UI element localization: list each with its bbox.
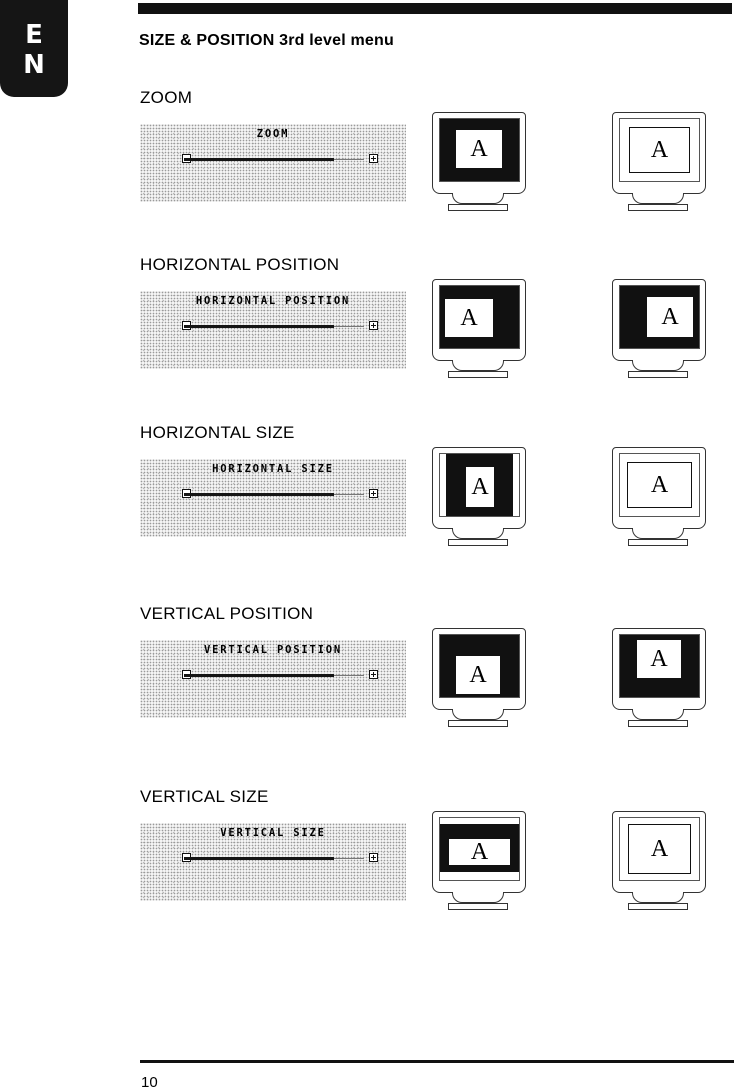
picture-a: A [444,298,494,338]
slider-track[interactable] [184,674,334,677]
monitor-base [628,371,688,378]
section-title: HORIZONTAL POSITION [140,255,340,274]
monitor-screen [439,634,520,698]
monitor-base [448,539,508,546]
picture-a: A [448,838,511,866]
monitor-after [612,112,706,222]
monitor-case [612,628,706,710]
picture-a: A [628,824,691,874]
page-heading: SIZE & POSITION 3rd level menu [139,32,394,49]
picture-a: A [629,127,690,173]
monitor-after [612,447,706,557]
monitor-screen [439,118,520,182]
monitor-base [628,720,688,727]
monitor-neck [452,360,504,371]
osd-label: VERTICAL SIZE [220,827,326,839]
monitor-screen [619,453,700,517]
picture-a: A [636,639,682,679]
monitor-case [612,112,706,194]
picture-a: A [465,466,495,508]
monitor-after [612,811,706,921]
monitor-case [432,112,526,194]
slider-remainder [334,159,364,160]
monitor-base [448,720,508,727]
osd-slider-panel [140,124,406,202]
slider-track[interactable] [184,325,334,328]
bottom-rule [140,1060,734,1063]
monitor-case [432,628,526,710]
monitor-after [612,628,706,738]
monitor-base [448,204,508,211]
monitor-base [448,371,508,378]
slider-track[interactable] [184,158,334,161]
slider-remainder [334,675,364,676]
page-number: 10 [141,1074,158,1091]
slider-remainder [334,326,364,327]
slider-remainder [334,858,364,859]
section-title: VERTICAL POSITION [140,604,314,623]
picture-a: A [455,129,503,169]
picture-a: A [646,296,694,338]
osd-label: ZOOM [256,128,290,140]
slider-track[interactable] [184,493,334,496]
monitor-screen [439,453,520,517]
plus-icon[interactable] [369,853,378,862]
plus-icon[interactable] [369,489,378,498]
monitor-screen [439,285,520,349]
section-title: ZOOM [140,88,193,107]
monitor-neck [632,709,684,720]
slider-track[interactable] [184,857,334,860]
monitor-before [432,447,526,557]
monitor-neck [452,709,504,720]
section-zoom [0,88,735,238]
plus-icon[interactable] [369,321,378,330]
section-horizontal-size [0,423,735,573]
monitor-base [448,903,508,910]
osd-slider-panel [140,459,406,537]
osd-slider-panel [140,291,406,369]
monitor-screen [619,285,700,349]
monitor-case [612,447,706,529]
monitor-before [432,112,526,222]
monitor-screen [439,817,520,881]
monitor-neck [632,892,684,903]
monitor-case [432,279,526,361]
monitor-neck [632,193,684,204]
language-letter-n: N [23,50,45,80]
osd-slider-panel [140,640,406,718]
plus-icon[interactable] [369,670,378,679]
monitor-neck [632,360,684,371]
monitor-screen [619,634,700,698]
top-rule [138,3,732,14]
monitor-after [612,279,706,389]
monitor-neck [632,528,684,539]
monitor-before [432,628,526,738]
monitor-base [628,903,688,910]
monitor-case [612,811,706,893]
section-vertical-size [0,787,735,937]
section-horizontal-position [0,255,735,405]
language-tab [0,0,68,97]
language-letter-e: E [25,20,43,50]
monitor-neck [452,528,504,539]
monitor-case [612,279,706,361]
slider-remainder [334,494,364,495]
section-title: VERTICAL SIZE [140,787,269,806]
monitor-neck [452,193,504,204]
section-vertical-position [0,604,735,754]
monitor-base [628,204,688,211]
monitor-before [432,279,526,389]
plus-icon[interactable] [369,154,378,163]
picture-a: A [455,655,501,695]
section-title: HORIZONTAL SIZE [140,423,295,442]
monitor-neck [452,892,504,903]
osd-label: HORIZONTAL POSITION [195,295,351,307]
osd-label: VERTICAL POSITION [203,644,343,656]
osd-slider-panel [140,823,406,901]
monitor-case [432,811,526,893]
osd-label: HORIZONTAL SIZE [212,463,334,475]
monitor-screen [619,817,700,881]
monitor-before [432,811,526,921]
monitor-case [432,447,526,529]
monitor-base [628,539,688,546]
picture-a: A [627,462,692,508]
monitor-screen [619,118,700,182]
